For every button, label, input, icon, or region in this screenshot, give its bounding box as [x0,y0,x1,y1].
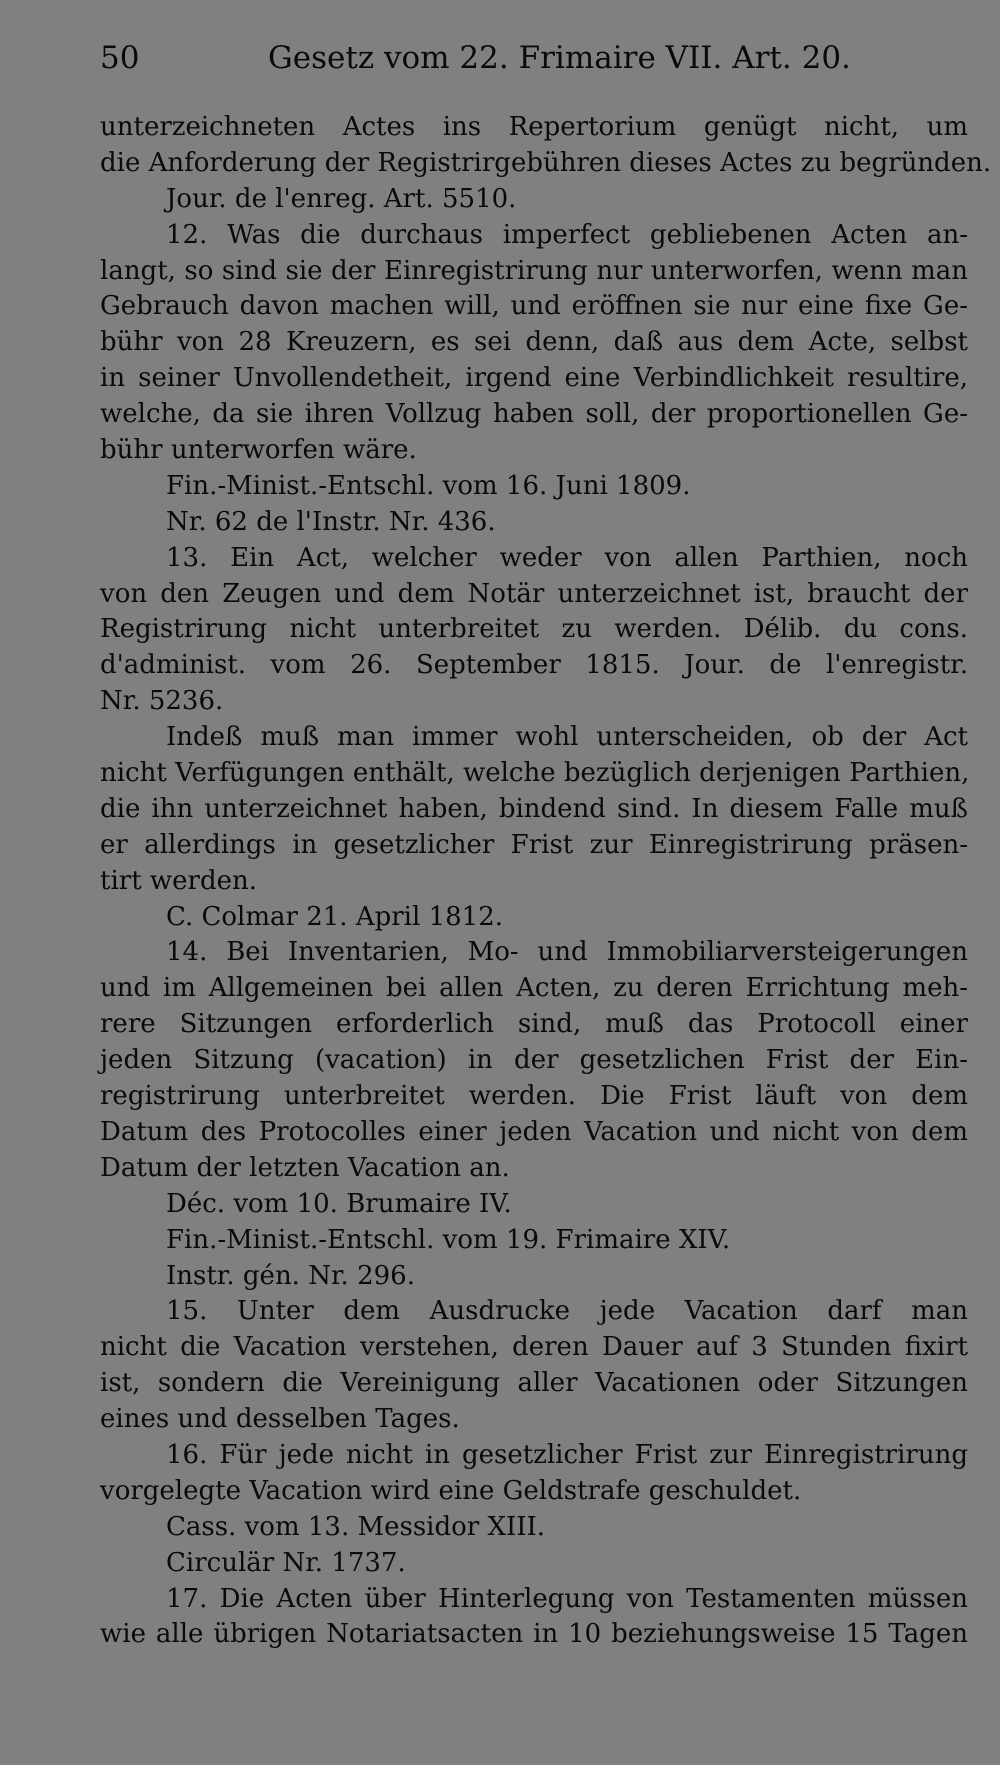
text-line: rere Sitzungen erforderlich sind, muß das Protocoll einer [100,1009,968,1040]
text-line: Fin.-Minist.-Entschl. vom 16. Juni 1809. [166,470,691,501]
text-line: er allerdings in gesetzlicher Frist zur Einregistrirung präsen- [100,829,968,860]
text-line: unterzeichneten Actes ins Repertorium genügt nicht, um [100,112,968,142]
text-line: C. Colmar 21. April 1812. [166,901,503,932]
text-line: 16. Für jede nicht in gesetzlicher Frist zur Einregistrirung [166,1439,968,1470]
text-line: Datum der letzten Vacation an. [100,1152,510,1183]
running-title: Gesetz vom 22. Frimaire VII. Art. 20. [268,40,851,76]
text-line: bühr von 28 Kreuzern, es sei denn, daß aus dem Acte, selbst [100,327,968,358]
text-line: eines und desselben Tages. [100,1404,460,1435]
text-line: 17. Die Acten über Hinterlegung von Testamenten müssen [166,1583,968,1614]
text-line: Registrirung nicht unterbreitet zu werden. Délib. du cons. [100,614,968,645]
text-line: Fin.-Minist.-Entschl. vom 19. Frimaire XIV. [166,1224,731,1255]
text-line: Nr. 5236. [100,686,224,717]
text-line: registrirung unterbreitet werden. Die Frist läuft von dem [100,1081,968,1112]
text-line: langt, so sind sie der Einregistrirung nur unterworfen, wenn man [100,255,968,286]
text-line: bühr unterworfen wäre. [100,435,417,466]
text-line: Déc. vom 10. Brumaire IV. [166,1188,512,1219]
text-line: die ihn unterzeichnet haben, bindend sind. In diesem Falle muß [100,793,968,824]
text-line: 13. Ein Act, welcher weder von allen Parthien, noch [166,542,968,573]
text-line: Cass. vom 13. Messidor XIII. [166,1511,546,1542]
text-line: 14. Bei Inventarien, Mo- und Immobiliarversteigerungen [166,937,968,968]
text-line: welche, da sie ihren Vollzug haben soll, der proportionellen Ge- [100,399,968,430]
text-line: in seiner Unvollendetheit, irgend eine Verbindlichkeit resultire, [100,363,968,394]
body-text [100,110,992,1653]
text-line: 15. Unter dem Ausdrucke jede Vacation darf man [166,1296,968,1327]
text-line: tirt werden. [100,865,258,896]
text-line: von den Zeugen und dem Notär unterzeichnet ist, braucht der [100,578,968,609]
text-line: Circulär Nr. 1737. [166,1547,406,1578]
text-line: Instr. gén. Nr. 296. [166,1260,415,1291]
text-line: Datum des Protocolles einer jeden Vacation und nicht von dem [100,1116,968,1147]
text-line: Indeß muß man immer wohl unterscheiden, ob der Act [166,722,968,753]
page-header [100,40,900,80]
text-line: vorgelegte Vacation wird eine Geldstrafe geschuldet. [100,1475,802,1506]
text-line: und im Allgemeinen bei allen Acten, zu deren Errichtung meh- [100,973,968,1004]
text-line: wie alle übrigen Notariatsacten in 10 beziehungsweise 15 Tagen [100,1619,968,1650]
text-line: ist, sondern die Vereinigung aller Vacationen oder Sitzungen [100,1368,968,1399]
page-number: 50 [100,40,140,76]
text-line: Nr. 62 de l'Instr. Nr. 436. [166,506,496,537]
text-line: jeden Sitzung (vacation) in der gesetzlichen Frist der Ein- [100,1045,968,1076]
text-line: d'administ. vom 26. September 1815. Jour. de l'enregistr. [100,650,968,681]
text-line: nicht Verfügungen enthält, welche bezüglich derjenigen Parthien, [100,758,970,789]
text-line: 12. Was die durchaus imperfect gebliebenen Acten an- [166,219,968,250]
text-line: Gebrauch davon machen will, und eröffnen sie nur eine fixe Ge- [100,291,968,322]
text-line: nicht die Vacation verstehen, deren Dauer auf 3 Stunden fixirt [100,1332,968,1363]
text-line: die Anforderung der Registrirgebühren dieses Actes zu begründen. [100,147,992,178]
text-line: Jour. de l'enreg. Art. 5510. [166,183,517,214]
